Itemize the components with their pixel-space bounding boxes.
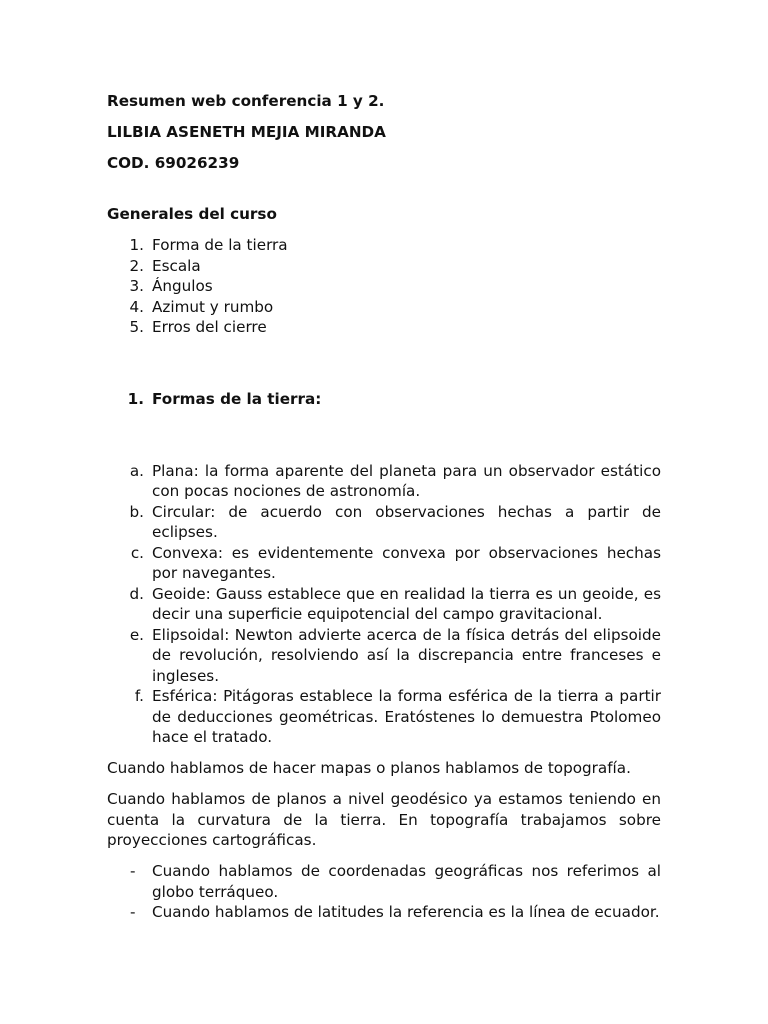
author-name: LILBIA ASENETH MEJIA MIRANDA [107,123,386,141]
list-marker: d. [129,584,144,603]
bullet-marker: - [130,862,136,880]
list-item-text: Cuando hablamos de latitudes la referencia es la línea de ecuador. [152,903,660,921]
general-list [107,235,661,338]
paragraph: Cuando hablamos de hacer mapas o planos hablamos de topografía. [107,759,631,777]
list-item-text: Circular: de acuerdo con observaciones hechas a partir de eclipses. [152,502,661,541]
list-item [107,902,661,923]
document-content [107,91,661,923]
list-marker: 4. [129,297,144,316]
bullet-marker: - [130,903,136,921]
list-item [107,297,661,318]
list-marker: c. [130,543,144,562]
bullet-list [107,861,661,923]
list-item [107,543,661,584]
list-item [107,502,661,543]
list-marker: e. [129,625,144,644]
list-item [107,235,661,256]
list-item [107,276,661,297]
list-marker: 3. [129,277,144,295]
list-item-text: Convexa: es evidentemente convexa por observaciones hechas por navegantes. [152,543,661,582]
list-item [107,686,661,748]
list-item-text: Azimut y rumbo [152,297,274,316]
list-item-text: Erros del cierre [152,318,267,336]
list-marker: a. [129,461,144,480]
section-marker: 1. [127,389,144,408]
list-item-text: Geoide: Gauss establece que en realidad la tierra es un geoide, es decir una superficie equipotencial del campo gravitacional. [152,584,661,623]
list-item-text: Esférica: Pitágoras establece la forma esférica de la tierra a partir de deducciones geométricas. Eratóstenes lo demuestra Ptolomeo hace el tratado. [152,687,661,746]
list-marker: 5. [129,318,144,336]
list-marker: 1. [129,236,144,254]
earth-shapes-list [107,461,661,748]
general-heading: Generales del curso [107,205,277,223]
list-item-text: Escala [152,256,201,275]
document-title: Resumen web conferencia 1 y 2. [107,92,385,110]
list-marker: b. [129,502,144,521]
list-item-text: Forma de la tierra [152,236,288,254]
section-heading-text: Formas de la tierra: [152,389,322,408]
list-item [107,584,661,625]
list-item [107,461,661,502]
list-item-text: Cuando hablamos de coordenadas geográficas nos referimos al globo terráqueo. [152,862,661,901]
list-item [107,861,661,902]
list-item [107,625,661,687]
list-item [107,256,661,277]
list-item-text: Ángulos [152,277,213,295]
list-item-text: Elipsoidal: Newton advierte acerca de la física detrás del elipsoide de revolución, resolviendo así la discrepancia entre franceses e ingleses. [152,625,661,685]
list-item-text: Plana: la forma aparente del planeta para un observador estático con pocas nociones de astronomía. [152,461,661,500]
list-marker: f. [134,687,144,705]
paragraph: Cuando hablamos de planos a nivel geodésico ya estamos teniendo en cuenta la curvatura de la tierra. En topografía trabajamos sobre proyecciones cartográficas. [107,790,661,849]
section-heading [107,389,661,410]
student-code: COD. 69026239 [107,154,240,172]
list-marker: 2. [129,256,144,275]
list-item [107,317,661,338]
